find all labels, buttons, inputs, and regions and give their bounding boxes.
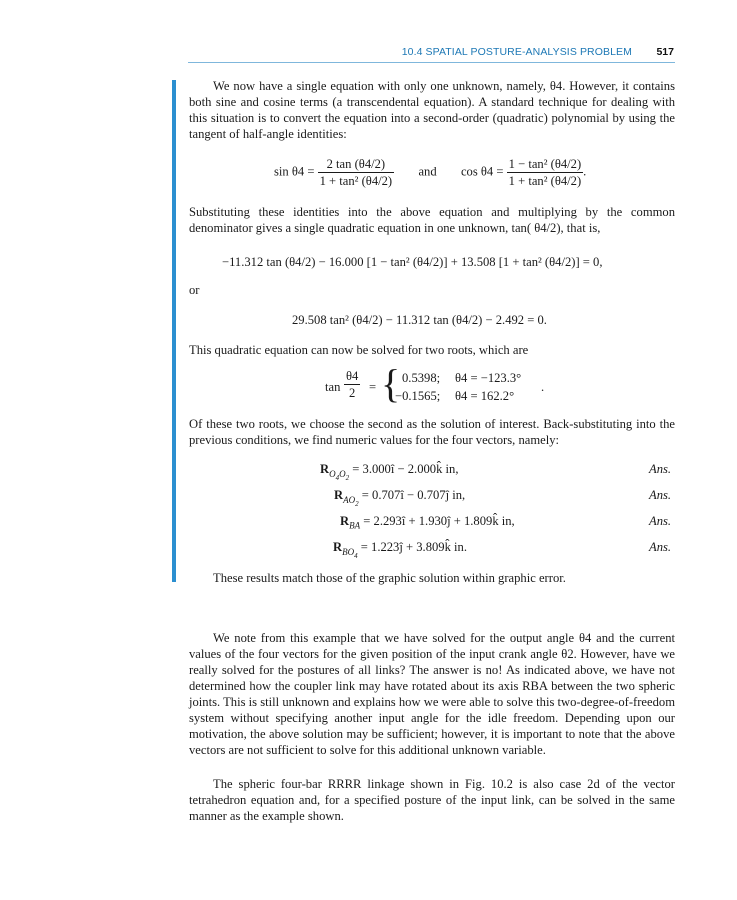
equation-substituted: −11.312 tan (θ4/2) − 16.000 [1 − tan² (θ4/2)] + 13.508 [1 + tan² (θ4/2)] = 0, xyxy=(222,255,603,269)
half-angle-numerator: θ4 xyxy=(346,369,359,383)
vector-symbol-R: R xyxy=(333,540,343,554)
paragraph-roots-intro: This quadratic equation can now be solved for two roots, which are xyxy=(189,343,529,357)
vector-symbol-R: R xyxy=(340,514,350,528)
answer-label: Ans. xyxy=(649,488,672,502)
vector-symbol-R: R xyxy=(334,488,344,502)
header-rule xyxy=(188,62,675,63)
answer-label: Ans. xyxy=(649,514,672,528)
example-sidebar-bar xyxy=(172,80,176,582)
vector-row-O4O2: $R_{O_4O_2}$ = 3.000î − 2.000k̂ in, xyxy=(320,462,459,482)
and-word: and xyxy=(418,164,437,179)
sin-numerator: 2 tan (θ4/2) xyxy=(318,156,395,173)
sin-lhs: sin θ4 = xyxy=(274,164,315,179)
half-angle-denominator: 2 xyxy=(349,386,356,400)
vector-symbol-R: R xyxy=(320,462,330,476)
answer-label: Ans. xyxy=(649,540,672,554)
cos-fraction xyxy=(507,156,584,189)
cos-denominator: 1 + tan² (θ4/2) xyxy=(508,174,582,188)
or-word: or xyxy=(189,283,200,297)
page-number: 517 xyxy=(656,46,674,58)
equation-quadratic: 29.508 tan² (θ4/2) − 11.312 tan (θ4/2) − 2.492 = 0. xyxy=(292,313,547,327)
answer-label: Ans. xyxy=(649,462,672,476)
vector-row-BA: $R_{BA}$ = 2.293î + 1.930ĵ + 1.809k̂ in, xyxy=(340,514,515,531)
paragraph-discussion: We note from this example that we have solved for the output angle θ4 and the current values of the four vectors for the given position of the input crank angle θ2. However, have we really solved for the postures of all links? The answer is no! As indicated above, we have not determined how the coupler link may have rotated about its axis RBA between the two spheric joints. This is still unknown and explains how we were able to solve this two-degree-of-freedom system without specifying another input angle for the idle freedom. Depending upon our motivation, the above solution may be sufficient; however, it is important to note that the above vectors are not sufficient to solve for this additional unknown variable. xyxy=(189,631,675,757)
paragraph-intro: We now have a single equation with only one unknown, namely, θ4. However, it contains both sine and cosine terms (a transcendental equation). A standard technique for dealing with this situation is to convert the equation into a second-order (quadratic) polynomial by using the tangent of half-angle identities: xyxy=(189,79,675,141)
equation-half-angle-identities: sin θ4 = $\frac{2 \tan (\theta 4/2)}{\text{1 + tan² (θ4/2)}}$ and cos θ4 = $\frac{\text{1 − tan² (θ4/2)}}{\text{1 + tan² (θ4/2)}}$ . xyxy=(274,157,587,188)
half-angle-fraction xyxy=(344,368,360,401)
root2-angle: θ4 = 162.2° xyxy=(455,389,515,403)
cos-numerator: 1 − tan² (θ4/2) xyxy=(508,157,582,171)
left-brace: { xyxy=(381,361,401,406)
sin-denominator: 1 + tan² (θ4/2) xyxy=(319,174,393,188)
sin-fraction xyxy=(318,156,395,189)
vector-value: = 2.293î + 1.930ĵ + 1.809k̂ in, xyxy=(363,514,515,528)
paragraph-back-substituting: Of these two roots, we choose the second as the solution of interest. Back-substituting into the previous conditions, we find numeric values for the four vectors, namely: xyxy=(189,417,675,447)
cos-lhs: cos θ4 = xyxy=(460,164,504,179)
vector-row-AO2: $R_{AO_2}$ = 0.707î − 0.707ĵ in, xyxy=(334,488,466,508)
running-header xyxy=(0,44,737,64)
root1-angle: θ4 = −123.3° xyxy=(455,371,522,385)
section-title: 10.4 SPATIAL POSTURE-ANALYSIS PROBLEM xyxy=(401,46,632,58)
tan-word: tan xyxy=(325,380,341,394)
vector-value: = 0.707î − 0.707ĵ in, xyxy=(361,488,466,502)
paragraph-results-match: These results match those of the graphic solution within graphic error. xyxy=(213,571,566,585)
vector-value: = 1.223ĵ + 3.809k̂ in. xyxy=(360,540,467,554)
vector-row-BO4: $R_{BO_4}$ = 1.223ĵ + 3.809k̂ in. xyxy=(333,540,467,560)
vector-value: = 3.000î − 2.000k̂ in, xyxy=(352,462,459,476)
root2-value: −0.1565; xyxy=(395,389,441,403)
paragraph-spheric-four-bar: The spheric four-bar RRRR linkage shown in Fig. 10.2 is also case 2d of the vector tetrahedron equation and, for a specified posture of the input link, can be solved in the same manner as the example shown. xyxy=(189,777,675,823)
root1-value: 0.5398; xyxy=(402,371,441,385)
paragraph-substituting: Substituting these identities into the above equation and multiplying by the common denominator gives a single quadratic equation in one unknown, tan( θ4/2), that is, xyxy=(189,205,675,235)
